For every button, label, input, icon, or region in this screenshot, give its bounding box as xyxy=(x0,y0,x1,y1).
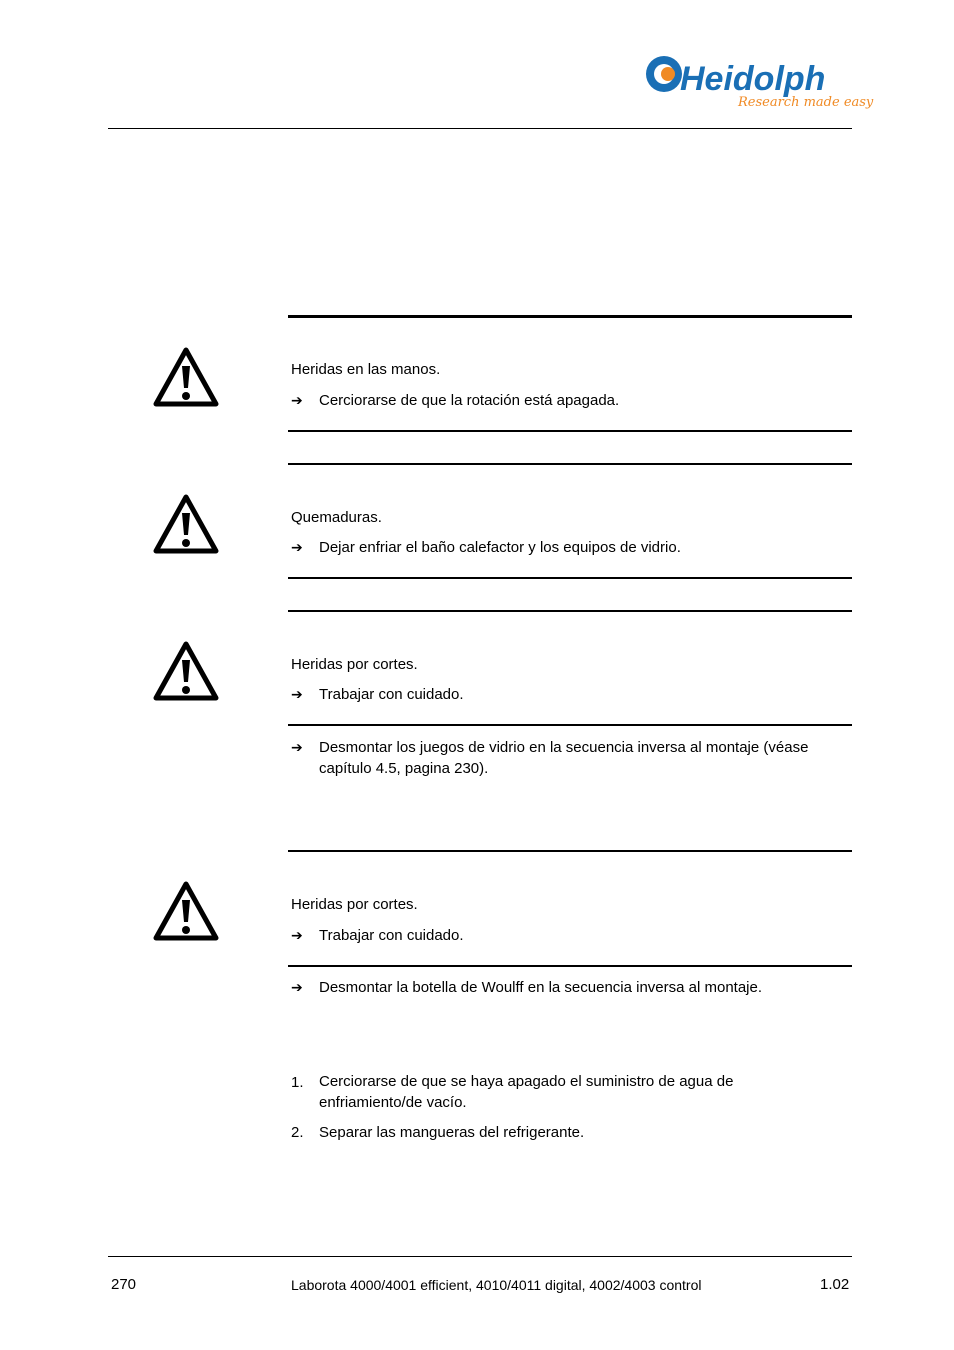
warning-bottom-rule xyxy=(288,577,852,579)
warning-action-text: Cerciorarse de que la rotación está apagada. xyxy=(319,392,620,409)
warning-action-text: Trabajar con cuidado. xyxy=(319,927,464,944)
arrow-icon: ➔ xyxy=(291,927,303,943)
logo-tagline: Research made easy xyxy=(738,95,874,110)
warning-hazard-text: Heridas por cortes. xyxy=(291,656,418,673)
warning-hazard-text: Heridas por cortes. xyxy=(291,896,418,913)
warning-triangle-icon xyxy=(152,346,220,408)
arrow-icon: ➔ xyxy=(291,392,303,408)
arrow-icon: ➔ xyxy=(291,739,303,755)
step-number: 1. xyxy=(291,1074,304,1091)
warning-action-text: Dejar enfriar el baño calefactor y los equipos de vidrio. xyxy=(319,539,681,556)
warning-hazard-text: Heridas en las manos. xyxy=(291,361,441,378)
heidolph-logo xyxy=(644,52,874,114)
heidolph-logo-mark xyxy=(644,52,874,114)
arrow-icon: ➔ xyxy=(291,979,303,995)
page-number: 270 xyxy=(111,1276,137,1293)
arrow-icon: ➔ xyxy=(291,539,303,555)
warning-triangle-icon xyxy=(152,640,220,702)
step-text: Separar las mangueras del refrigerante. xyxy=(319,1124,585,1141)
warning-action-text: Trabajar con cuidado. xyxy=(319,686,464,703)
header-rule xyxy=(108,128,852,129)
warning-top-rule xyxy=(288,610,852,612)
warning-bottom-rule xyxy=(288,430,852,432)
arrow-icon: ➔ xyxy=(291,686,303,702)
footer-rule xyxy=(108,1256,852,1257)
warning-hazard-text: Quemaduras. xyxy=(291,509,382,526)
warning-triangle-icon xyxy=(152,493,220,555)
warning-bottom-rule xyxy=(288,724,852,726)
logo-wordmark: Heidolph xyxy=(680,60,826,98)
step-text: Cerciorarse de que se haya apagado el suministro de agua de enfriamiento/de vacío. xyxy=(319,1073,734,1111)
instruction-text: Desmontar la botella de Woulff en la secuencia inversa al montaje. xyxy=(319,979,763,996)
warning-top-rule xyxy=(288,315,852,318)
warning-top-rule xyxy=(288,463,852,465)
warning-triangle-icon xyxy=(152,880,220,942)
footer-title: Laborota 4000/4001 efficient, 4010/4011 digital, 4002/4003 control xyxy=(291,1277,702,1293)
warning-bottom-rule xyxy=(288,965,852,967)
document-version: 1.02 xyxy=(820,1276,850,1293)
warning-top-rule xyxy=(288,850,852,852)
instruction-text: Desmontar los juegos de vidrio en la secuencia inversa al montaje (véase capítulo 4.5, pagina 230). xyxy=(319,739,809,777)
step-number: 2. xyxy=(291,1124,304,1141)
